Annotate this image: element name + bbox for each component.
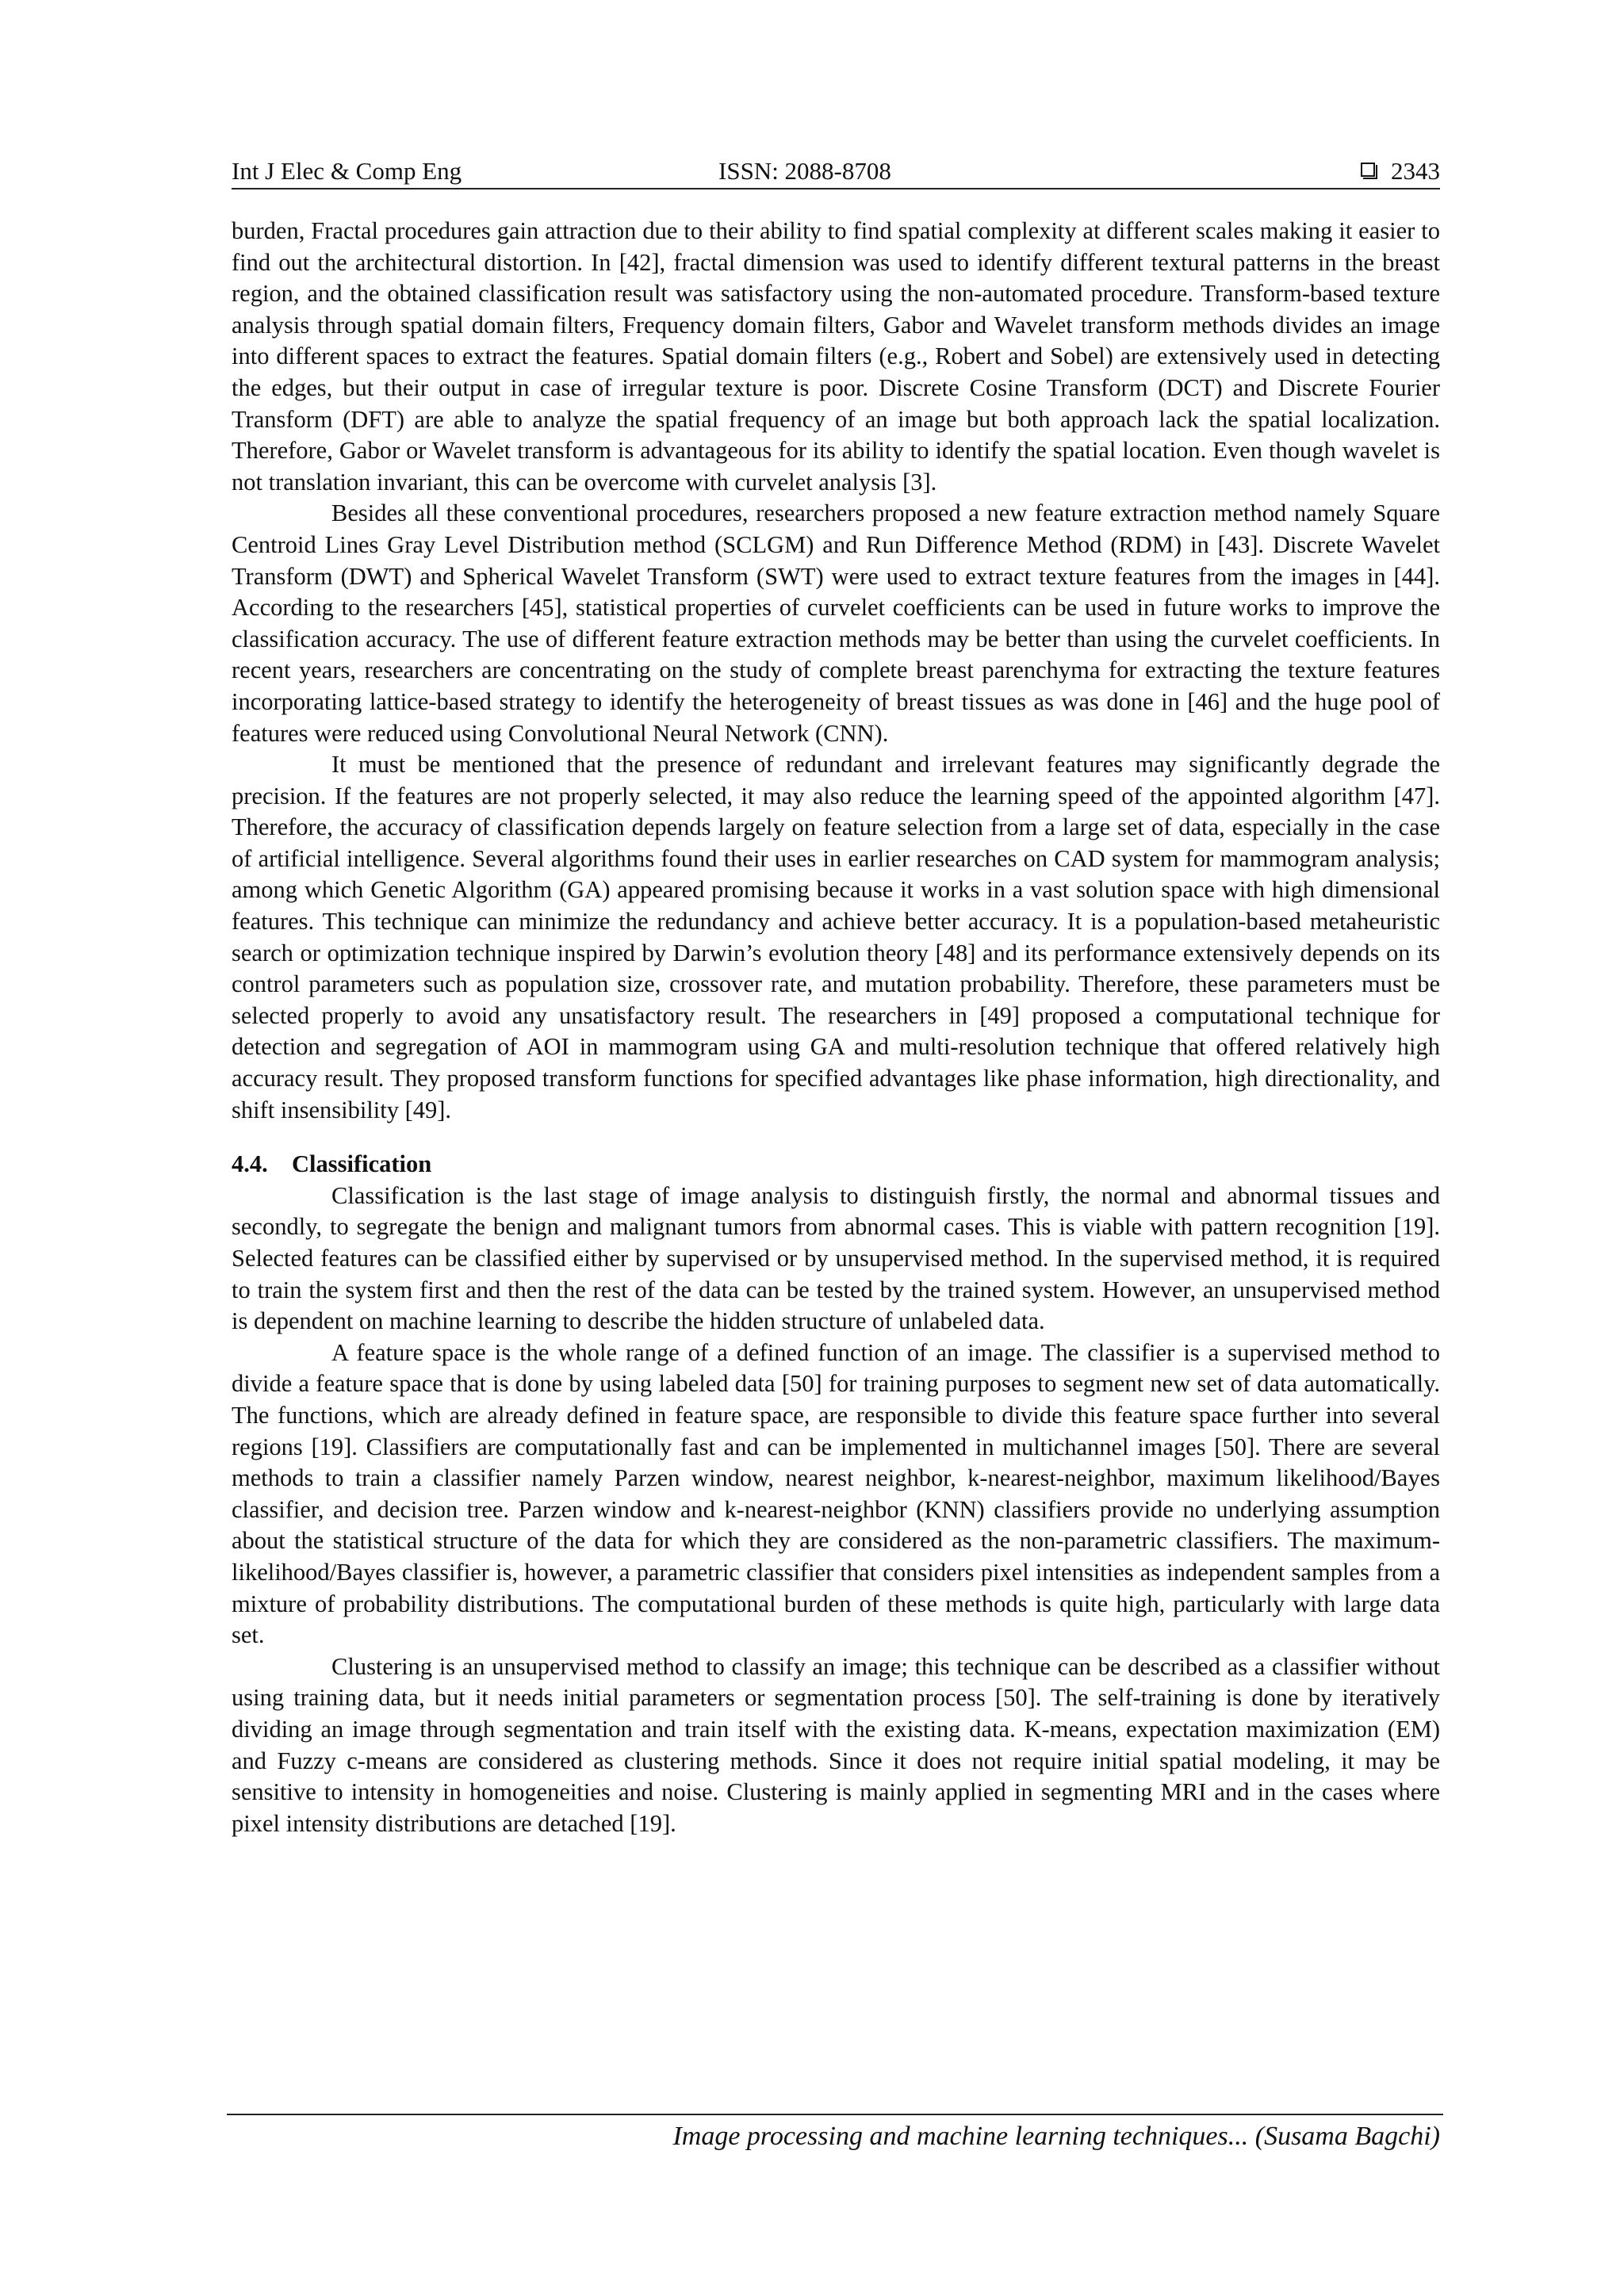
paragraph-4: Classification is the last stage of image analysis to distinguish firstly, the normal and abnormal tissues and secondly, to segregate the benign and malignant tumors from abnormal cases. This is viable with pattern recognition [19]. Selected features can be classified either by supervised or by unsupervised method. In the supervised method, it is required to train the system first and then the rest of the data can be tested by the trained system. However, an unsupervised method is dependent on machine learning to describe the hidden structure of unlabeled data. — [232, 1181, 1440, 1335]
section-heading — [232, 1149, 1440, 1181]
header-rule — [232, 188, 1440, 189]
body-text — [232, 216, 1440, 1839]
journal-name: Int J Elec & Comp Eng — [232, 157, 462, 185]
page-number: 2343 — [1391, 157, 1440, 185]
box-icon — [1361, 163, 1375, 177]
paragraph-2: Besides all these conventional procedures, researchers proposed a new feature extraction method namely Square Centroid Lines Gray Level Distribution method (SCLGM) and Run Difference Method (RDM) in [43]. Discrete Wavelet Transform (DWT) and Spherical Wavelet Transform (SWT) were used to extract texture features from the images in [44]. According to the researchers [45], statistical properties of curvelet coefficients can be used in future works to improve the classification accuracy. The use of different feature extraction methods may be better than using the curvelet coefficients. In recent years, researchers are concentrating on the study of complete breast parenchyma for extracting the texture features incorporating lattice-based strategy to identify the heterogeneity of breast tissues as was done in [46] and the huge pool of features were reduced using Convolutional Neural Network (CNN). — [232, 499, 1440, 747]
paragraph-6: Clustering is an unsupervised method to classify an image; this technique can be described as a classifier without using training data, but it needs initial parameters or segmentation process [50]. The self-training is done by iteratively dividing an image through segmentation and train itself with the existing data. K-means, expectation maximization (EM) and Fuzzy c-means are considered as clustering methods. Since it does not require initial spatial modeling, it may be sensitive to intensity in homogeneities and noise. Clustering is mainly applied in segmenting MRI and in the cases where pixel intensity distributions are detached [19]. — [232, 1652, 1440, 1837]
page-header — [232, 155, 1440, 187]
footer-rule — [227, 2114, 1443, 2115]
running-title: Image processing and machine learning techniques... (Susama Bagchi) — [672, 2122, 1440, 2151]
section-title: Classification — [292, 1150, 432, 1178]
issn: ISSN: 2088-8708 — [718, 157, 891, 185]
paragraph-3: It must be mentioned that the presence of redundant and irrelevant features may significantly degrade the precision. If the features are not properly selected, it may also reduce the learning speed of the appointed algorithm [47]. Therefore, the accuracy of classification depends largely on feature selection from a large set of data, especially in the case of artificial intelligence. Several algorithms found their uses in earlier researches on CAD system for mammogram analysis; among which Genetic Algorithm (GA) appeared promising because it works in a vast solution space with high dimensional features. This technique can minimize the redundancy and achieve better accuracy. It is a population-based metaheuristic search or optimization technique inspired by Darwin’s evolution theory [48] and its performance extensively depends on its control parameters such as population size, crossover rate, and mutation probability. Therefore, these parameters must be selected properly to avoid any unsatisfactory result. The researchers in [49] proposed a computational technique for detection and segregation of AOI in mammogram using GA and multi-resolution technique that offered relatively high accuracy result. They proposed transform functions for specified advantages like phase information, high directionality, and shift insensibility [49]. — [232, 751, 1440, 1123]
section-number: 4.4. — [232, 1150, 268, 1178]
paragraph-5: A feature space is the whole range of a defined function of an image. The classifier is a supervised method to divide a feature space that is done by using labeled data [50] for training purposes to segment new set of data automatically. The functions, which are already defined in feature space, are responsible to divide this feature space further into several regions [19]. Classifiers are computationally fast and can be implemented in multichannel images [50]. There are several methods to train a classifier namely Parzen window, nearest neighbor, k-nearest-neighbor, maximum likelihood/Bayes classifier, and decision tree. Parzen window and k-nearest-neighbor (KNN) classifiers provide no underlying assumption about the statistical structure of the data for which they are considered as the non-parametric classifiers. The maximum-likelihood/Bayes classifier is, however, a parametric classifier that considers pixel intensities as independent samples from a mixture of probability distributions. The computational burden of these methods is quite high, particularly with large data set. — [232, 1338, 1440, 1649]
paragraph-1: burden, Fractal procedures gain attraction due to their ability to find spatial complexity at different scales making it easier to find out the architectural distortion. In [42], fractal dimension was used to identify different textural patterns in the breast region, and the obtained classification result was satisfactory using the non-automated procedure. Transform-based texture analysis through spatial domain filters, Frequency domain filters, Gabor and Wavelet transform methods divides an image into different spaces to extract the features. Spatial domain filters (e.g., Robert and Sobel) are extensively used in detecting the edges, but their output in case of irregular texture is poor. Discrete Cosine Transform (DCT) and Discrete Fourier Transform (DFT) are able to analyze the spatial frequency of an image but both approach lack the spatial localization. Therefore, Gabor or Wavelet transform is advantageous for its ability to identify the spatial location. Even though wavelet is not translation invariant, this can be overcome with curvelet analysis [3]. — [232, 217, 1440, 496]
